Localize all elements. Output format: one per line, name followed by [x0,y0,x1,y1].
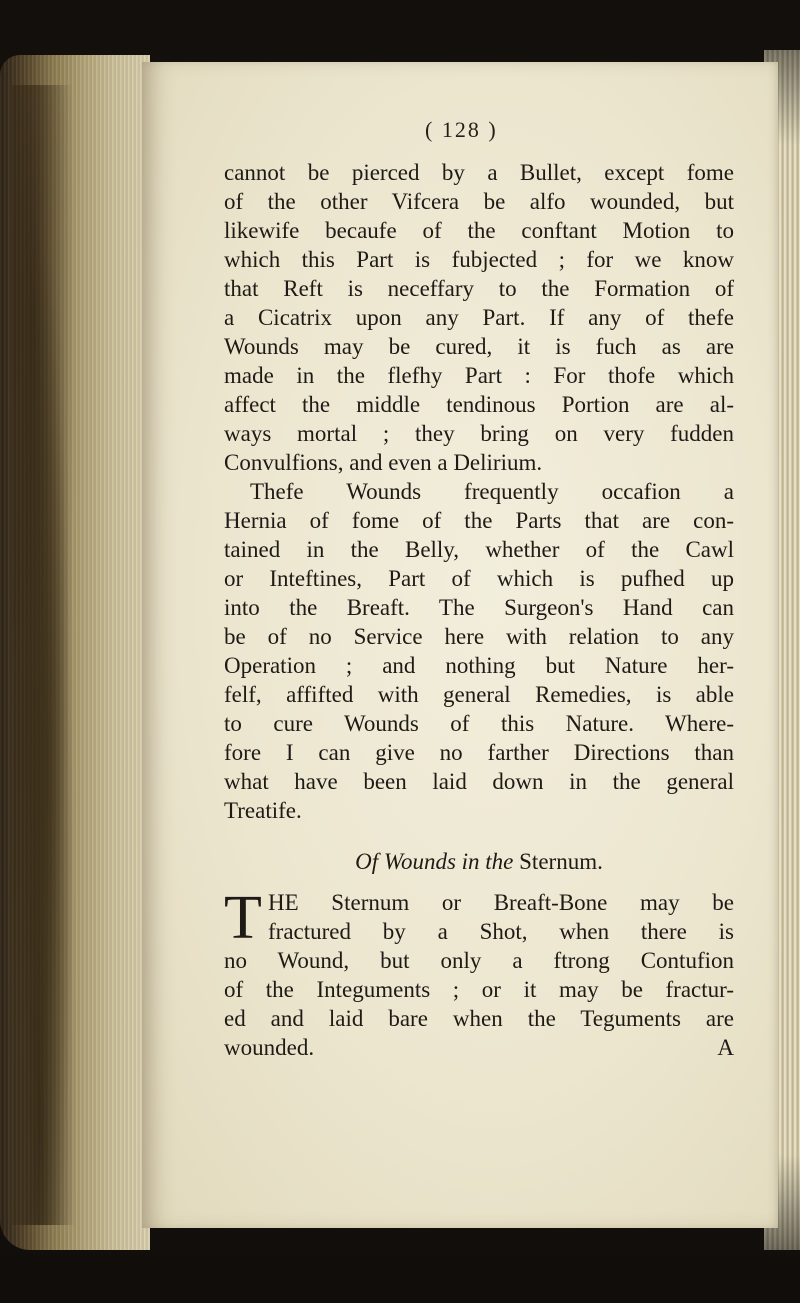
text-line: Wounds may be cured, it is fuch as are [224,334,734,359]
text-line: Operation ; and nothing but Nature her- [224,653,734,678]
heading-roman: Sternum. [519,849,603,874]
page-number: ( 128 ) [425,117,498,142]
text-line: fore I can give no farther Directions than [224,740,734,765]
text-line [224,1033,734,1062]
text-line: which this Part is fubjected ; for we know [224,247,734,272]
last-line-text: wounded. [224,1035,315,1060]
text-line: Treatife. [224,798,302,823]
text-line: made in the flefhy Part : For thofe which [224,363,734,388]
text-line: into the Breaft. The Surgeon's Hand can [224,595,734,620]
text-line: Hernia of fome of the Parts that are con- [224,508,734,533]
page-text [224,158,734,1062]
text-line: to cure Wounds of this Nature. Where- [224,711,734,736]
catchword: A [717,1035,734,1060]
text-line: HE Sternum or Breaft-Bone may be [268,890,734,915]
text-line: of the Integuments ; or it may be fractur- [224,977,734,1002]
text-line: of the other Vifcera be alfo wounded, but [224,189,734,214]
text-line: felf, affifted with general Remedies, is able [224,682,734,707]
paragraph-with-dropcap [224,884,734,952]
text-line: cannot be pierced by a Bullet, except fome [224,160,734,185]
text-line: Convulfions, and even a Delirium. [224,450,543,475]
heading-italic: Of Wounds in the [355,849,514,874]
section-heading [224,847,734,876]
text-line: a Cicatrix upon any Part. If any of thefe [224,305,734,330]
text-line: no Wound, but only a ftrong Contufion [224,948,734,973]
book-page [142,62,778,1228]
text-line: ways mortal ; they bring on very fudden [224,421,734,446]
text-line: affect the middle tendinous Portion are al- [224,392,734,417]
drop-cap: T [224,884,262,952]
text-line: or Inteftines, Part of which is pufhed up [224,566,734,591]
binding-wear [12,85,82,1225]
text-line: what have been laid down in the general [224,769,734,794]
text-line: likewife becaufe of the conftant Motion to [224,218,734,243]
text-line: be of no Service here with relation to any [224,624,734,649]
text-line: ed and laid bare when the Teguments are [224,1006,734,1031]
text-line: Thefe Wounds frequently occafion a [250,479,734,504]
text-line: tained in the Belly, whether of the Cawl [224,537,734,562]
text-line: that Reft is neceffary to the Formation of [224,276,734,301]
book-binding-left [0,55,150,1250]
text-line: fractured by a Shot, when there is [268,919,734,944]
